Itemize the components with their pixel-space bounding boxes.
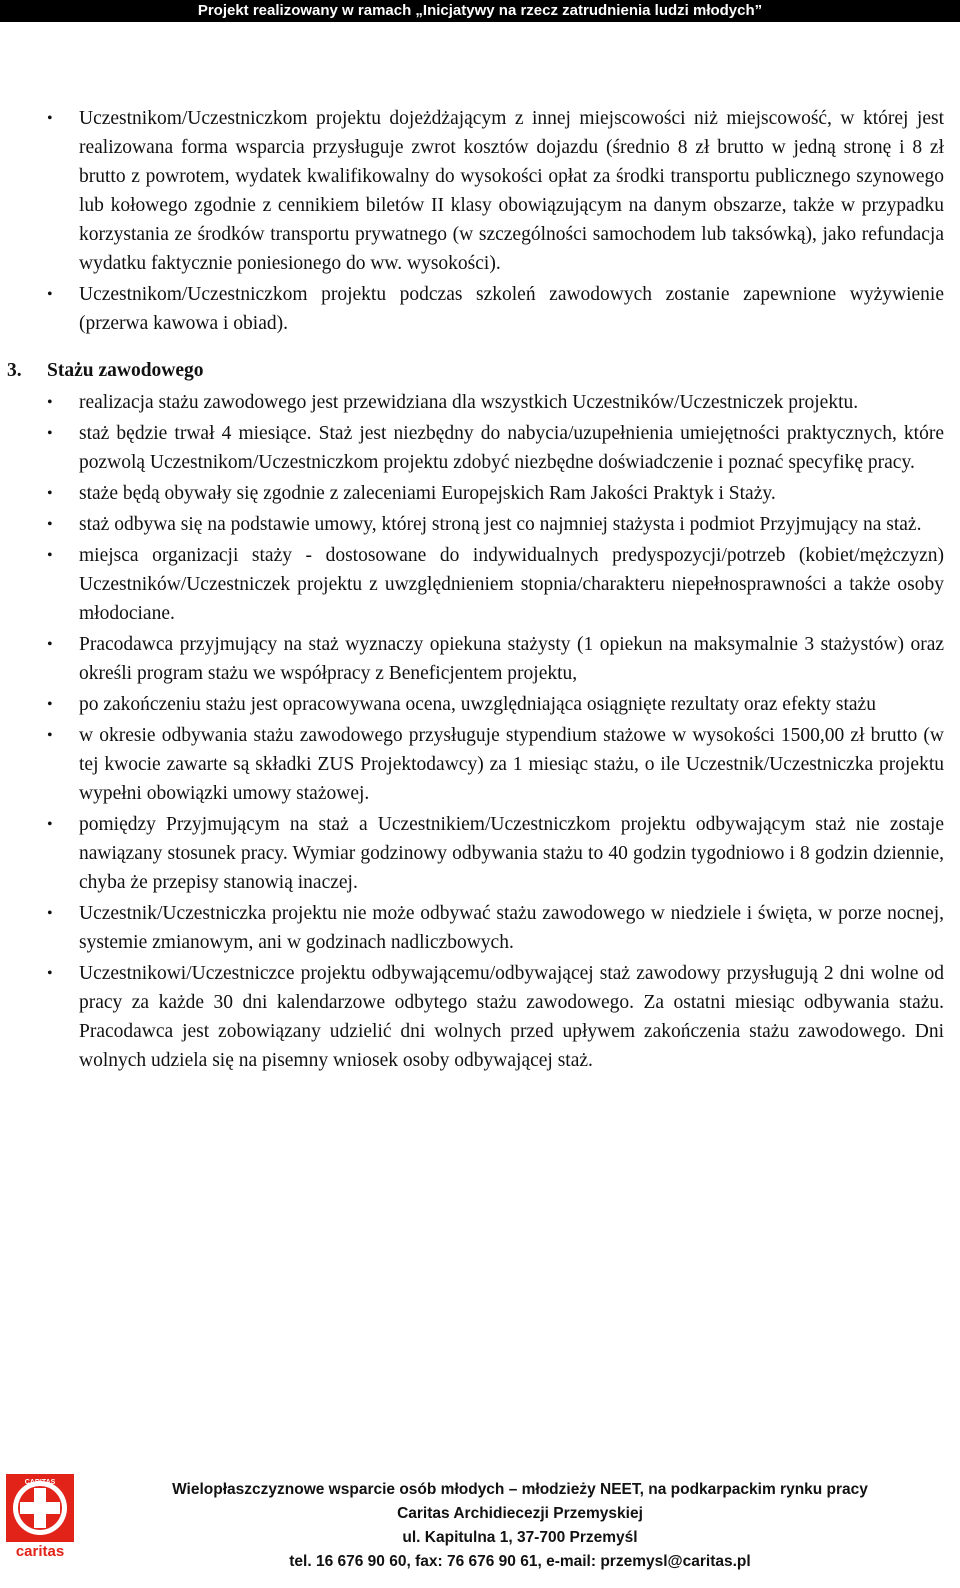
list-item-text: Uczestnikom/Uczestniczkom projektu dojeżdżającym z innej miejscowości niż miejscowość, w której jest realizowana forma wsparcia przysługuje zwrot kosztów dojazdu (średnio 8 zł brutto w jedną stronę i 8 zł brutto z powrotem, wydatek kwalifikowalny do wysokości opłat za środki transportu publicznego szynowego lub kołowego zgodnie z cennikiem biletów II klasy obowiązującym na danym obszarze, także w przypadku korzystania ze środków transportu prywatnego (w szczególności samochodem lub taksówką), jako refundacja wydatku faktycznie poniesionego do ww. wysokości). (79, 108, 944, 274)
bullet-icon: • (47, 547, 53, 564)
list-item-text: Pracodawca przyjmujący na staż wyznaczy opiekuna stażysty (1 opiekun na maksymalnie 3 stażystów) oraz określi program stażu we współpracy z Beneficjentem projektu, (79, 634, 944, 684)
list-item (0, 959, 960, 1075)
footer-address: ul. Kapitulna 1, 37-700 Przemyśl (402, 1529, 638, 1546)
list-item-text: Uczestnik/Uczestniczka projektu nie może odbywać stażu zawodowego w niedziele i święta, w porze nocnej, systemie zmianowym, ani w godzinach nadliczbowych. (79, 903, 944, 953)
list-item-text: staż będzie trwał 4 miesiące. Staż jest niezbędny do nabycia/uzupełnienia umiejętności praktycznych, które pozwolą Uczestnikom/Uczestniczkom projektu zdobyć niezbędne doświadczenie i poznać specyfikę pracy. (79, 423, 944, 473)
section-3-heading (0, 356, 960, 385)
bullet-icon: • (47, 485, 53, 502)
footer-organization: Caritas Archidiecezji Przemyskiej (397, 1505, 643, 1522)
list-item (0, 810, 960, 897)
caritas-logo (6, 1474, 74, 1560)
bullet-icon: • (47, 110, 53, 127)
list-item-text: Uczestnikom/Uczestniczkom projektu podczas szkoleń zawodowych zostanie zapewnione wyżywienie (przerwa kawowa i obiad). (79, 284, 944, 334)
list-item (0, 630, 960, 688)
bullet-icon: • (47, 394, 53, 411)
bullet-icon: • (47, 727, 53, 744)
list-item-text: Uczestnikowi/Uczestniczce projektu odbywającemu/odbywającej staż zawodowy przysługują 2 dni wolne od pracy za każde 30 dni kalendarzowe odbytego stażu zawodowego. Za ostatni miesiąc odbywania stażu. Pracodawca jest zobowiązany udzielić dni wolnych przed upływem zakończenia stażu zawodowego. Dni wolnych udziela się na pisemny wniosek osoby odbywającej staż. (79, 963, 944, 1071)
list-item-text: staże będą obywały się zgodnie z zaleceniami Europejskich Ram Jakości Praktyk i Staży. (79, 483, 776, 504)
page-footer (0, 1470, 960, 1588)
intro-bullet-list (0, 104, 960, 338)
footer-phone-email: tel. 16 676 90 60, fax: 76 676 90 61, e-mail: przemysl@caritas.pl (289, 1553, 751, 1570)
section-title: Stażu zawodowego (47, 360, 204, 381)
footer-project-title: Wielopłaszczyznowe wsparcie osób młodych – młodzieży NEET, na podkarpackim rynku pracy (172, 1481, 868, 1498)
header-text: Projekt realizowany w ramach „Inicjatywy na rzecz zatrudnienia ludzi młodych” (197, 2, 763, 19)
logo-text: caritas (15, 1543, 65, 1560)
document-body (0, 104, 960, 1077)
list-item-text: staż odbywa się na podstawie umowy, której stroną jest co najmniej stażysta i podmiot Przyjmujący na staż. (79, 514, 922, 535)
logo-ring-text: CARITAS (24, 1479, 56, 1486)
list-item-text: po zakończeniu stażu jest opracowywana ocena, uwzględniająca osiągnięte rezultaty oraz efekty stażu (79, 694, 876, 715)
list-item (0, 690, 960, 719)
page-header (0, 0, 960, 22)
bullet-icon: • (47, 816, 53, 833)
list-item (0, 899, 960, 957)
list-item-text: miejsca organizacji staży - dostosowane do indywidualnych predyspozycji/potrzeb (kobiet/mężczyzn) Uczestników/Uczestniczek projektu z uwzględnieniem stopnia/charakteru niepełnosprawności a także osoby młodociane. (79, 545, 944, 624)
bullet-icon: • (47, 636, 53, 653)
bullet-icon: • (47, 696, 53, 713)
bullet-icon: • (47, 965, 53, 982)
list-item-text: pomiędzy Przyjmującym na staż a Uczestnikiem/Uczestniczkom projektu odbywającym staż nie zostaje nawiązany stosunek pracy. Wymiar godzinowy odbywania stażu to 40 godzin tygodniowo i 8 godzin dziennie, chyba że przepisy stanowią inaczej. (79, 814, 944, 893)
list-item (0, 479, 960, 508)
list-item (0, 510, 960, 539)
section-number: 3. (7, 360, 22, 381)
bullet-icon: • (47, 905, 53, 922)
bullet-icon: • (47, 286, 53, 303)
bullet-icon: • (47, 516, 53, 533)
list-item-text: realizacja stażu zawodowego jest przewidziana dla wszystkich Uczestników/Uczestniczek projektu. (79, 392, 859, 413)
bullet-icon: • (47, 425, 53, 442)
list-item (0, 419, 960, 477)
list-item (0, 541, 960, 628)
footer-contact (80, 1478, 960, 1574)
section-3-bullet-list (0, 388, 960, 1075)
list-item (0, 280, 960, 338)
list-item (0, 388, 960, 417)
list-item-text: w okresie odbywania stażu zawodowego przysługuje stypendium stażowe w wysokości 1500,00 zł brutto (w tej kwocie zawarte są składki ZUS Projektodawcy) za 1 miesiąc stażu, o ile Uczestnik/Uczestniczka projektu wypełni obowiązki umowy stażowej. (79, 725, 944, 804)
list-item (0, 721, 960, 808)
list-item (0, 104, 960, 278)
